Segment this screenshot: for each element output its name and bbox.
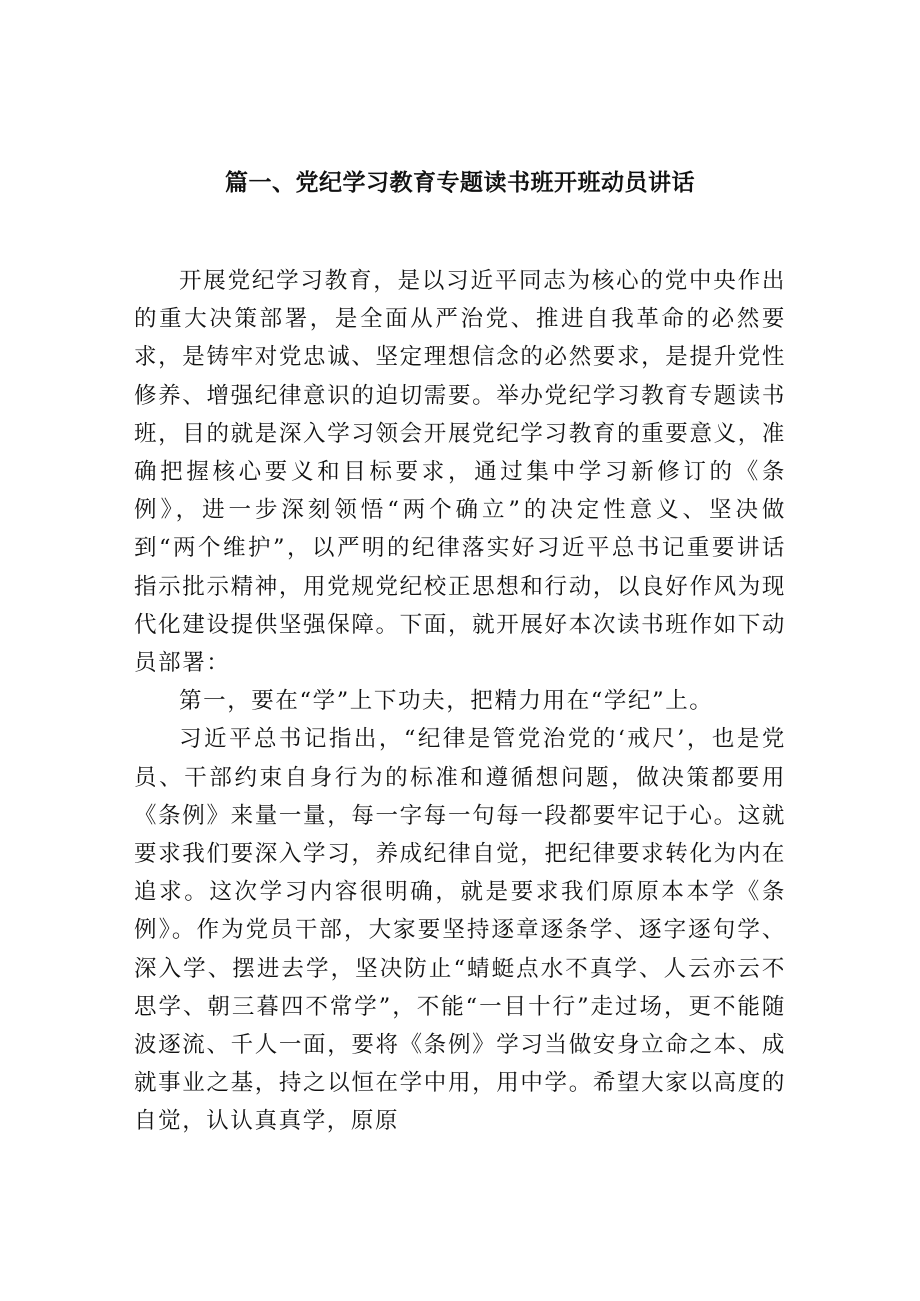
- paragraph-intro: 开展党纪学习教育，是以习近平同志为核心的党中央作出的重大决策部署，是全面从严治党、推进自我革命的必然要求，是铸牢对党忠诚、坚定理想信念的必然要求，是提升党性修养、增强纪律意识的迫切需要。举办党纪学习教育专题读书班，目的就是深入学习领会开展党纪学习教育的重要意义，准确把握核心要义和目标要求，通过集中学习新修订的《条例》，进一步深刻领悟“两个确立”的决定性意义、坚决做到“两个维护”，以严明的纪律落实好习近平总书记重要讲话指示批示精神，用党规党纪校正思想和行动，以良好作风为现代化建设提供坚强保障。下面，就开展好本次读书班作如下动员部署：: [134, 268, 786, 677]
- paragraph-point-one-heading: 第一，要在“学”上下功夫，把精力用在“学纪”上。: [179, 688, 714, 715]
- document-body: [134, 262, 786, 1141]
- document-title: 篇一、党纪学习教育专题读书班开班动员讲话: [225, 170, 695, 196]
- paragraph-point-one-body: 习近平总书记指出，“纪律是管党治党的‘戒尺’，也是党员、干部约束自身行为的标准和遵循想问题，做决策都要用《条例》来量一量，每一字每一句每一段都要牢记于心。这就要求我们要深入学习，养成纪律自觉，把纪律要求转化为内在追求。这次学习内容很明确，就是要求我们原原本本学《条例》。作为党员干部，大家要坚持逐章逐条学、逐字逐句学、深入学、摆进去学，坚决防止“蜻蜓点水不真学、人云亦云不思学、朝三暮四不常学”，不能“一目十行”走过场，更不能随波逐流、千人一面，要将《条例》学习当做安身立命之本、成就事业之基，持之以恒在学中用，用中学。希望大家以高度的自觉，认认真真学，原原: [134, 726, 786, 1135]
